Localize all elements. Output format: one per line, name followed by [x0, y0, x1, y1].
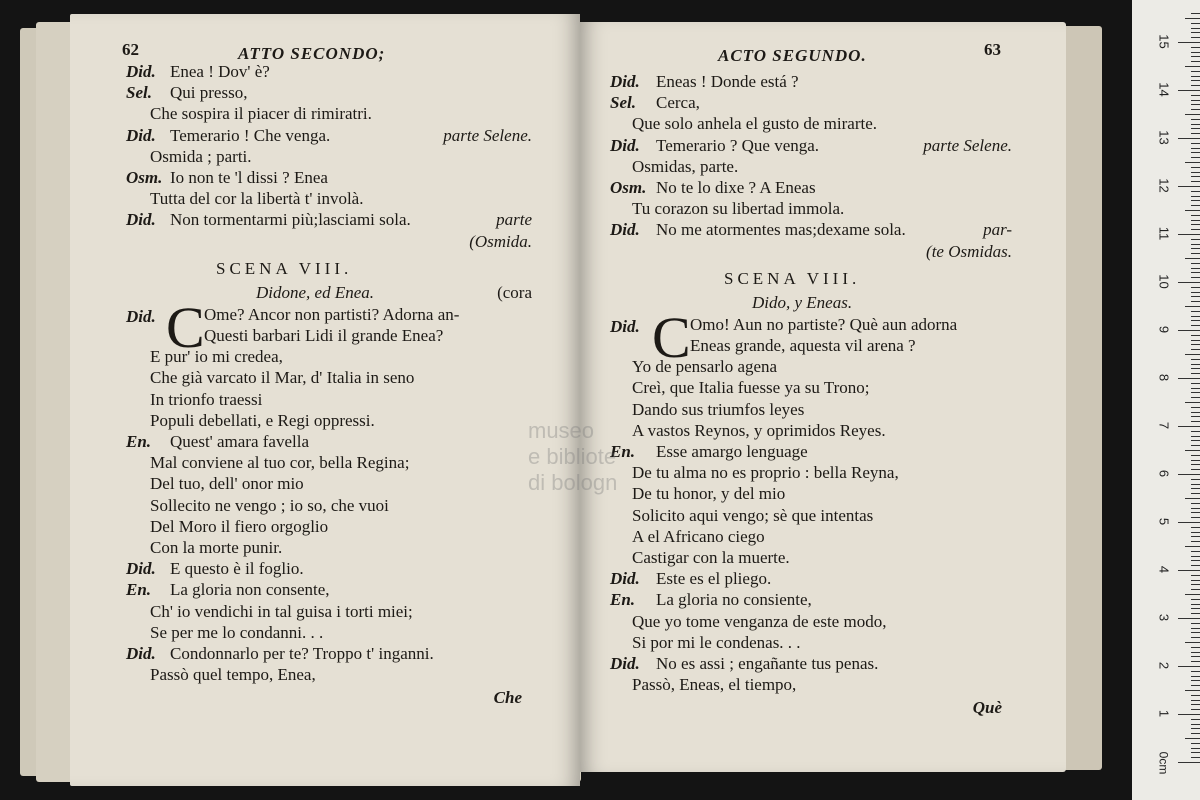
drop-cap: C	[652, 304, 691, 370]
ruler-tick	[1191, 28, 1200, 29]
speaker-label: Did.	[610, 72, 640, 91]
ruler-tick	[1191, 407, 1200, 408]
verse-line: Sollecito ne vengo ; io so, che vuoi	[150, 495, 389, 515]
verse-line: Osmida ; parti.	[150, 146, 252, 166]
ruler-tick	[1191, 104, 1200, 105]
verse-line: Eneas grande, aquesta vil arena ?	[690, 336, 916, 355]
ruler-tick	[1191, 652, 1200, 653]
verse-line: No te lo dixe ? A Eneas	[656, 178, 816, 197]
verse-line: La gloria non consente,	[170, 580, 330, 600]
verse-line: Non tormentarmi più;lasciami sola.	[170, 210, 411, 230]
ruler-tick	[1191, 349, 1200, 350]
ruler-tick	[1185, 258, 1200, 259]
verse-line: No me atormentes mas;dexame sola.	[656, 220, 906, 240]
page-number: 62	[122, 40, 139, 59]
stage-direction: parte Selene.	[443, 125, 532, 145]
ruler-tick	[1191, 551, 1200, 552]
speaker-label: Sel.	[126, 83, 152, 103]
ruler-tick	[1191, 608, 1200, 609]
running-head: ACTO SEGUNDO.	[718, 46, 867, 65]
ruler-tick	[1191, 340, 1200, 341]
page-number: 63	[984, 40, 1001, 59]
ruler-tick	[1191, 181, 1200, 182]
ruler-tick	[1191, 479, 1200, 480]
verse-line: Passò quel tempo, Enea,	[150, 665, 316, 685]
ruler-tick	[1191, 47, 1200, 48]
verse-line: Eneas ! Donde está ?	[656, 72, 799, 91]
ruler-tick	[1185, 306, 1200, 307]
ruler-tick	[1185, 642, 1200, 643]
speaker-label: En.	[126, 580, 152, 600]
ruler-tick	[1191, 71, 1200, 72]
speaker-label: Did.	[126, 62, 156, 81]
ruler-label: 3	[1156, 613, 1172, 622]
ruler-tick	[1178, 570, 1200, 571]
ruler-tick	[1191, 277, 1200, 278]
ruler-tick	[1191, 412, 1200, 413]
ruler-tick	[1191, 325, 1200, 326]
verse-line: Io non te 'l dissi ? Enea	[170, 168, 328, 187]
ruler-tick	[1191, 527, 1200, 528]
verse-line: Este es el pliego.	[656, 569, 772, 589]
ruler-tick	[1191, 316, 1200, 317]
ruler-tick	[1191, 536, 1200, 537]
ruler-label: 10	[1156, 274, 1172, 289]
ruler-tick	[1185, 162, 1200, 163]
ruler-tick	[1191, 85, 1200, 86]
ruler-tick	[1191, 128, 1200, 129]
verse-line: Ch' io vendichi in tal guisa i torti miei;	[150, 601, 413, 621]
ruler-tick	[1191, 311, 1200, 312]
verse-line: Qui presso,	[170, 83, 248, 103]
ruler-tick	[1185, 210, 1200, 211]
speaker-label: Did.	[610, 135, 640, 155]
ruler-tick	[1191, 76, 1200, 77]
ruler-unit: 0cm	[1156, 751, 1171, 775]
ruler-tick	[1191, 599, 1200, 600]
ruler-tick	[1191, 704, 1200, 705]
ruler-tick	[1191, 436, 1200, 437]
ruler-tick	[1191, 263, 1200, 264]
ruler-label: 8	[1156, 373, 1172, 382]
ruler-tick	[1191, 700, 1200, 701]
ruler-tick	[1191, 757, 1200, 758]
verse-line: Dando sus triumfos leyes	[632, 399, 805, 419]
verse-line: Mal conviene al tuo cor, bella Regina;	[150, 453, 410, 473]
verse-line: Cerca,	[656, 93, 700, 113]
verse-line: No es assi ; engañante tus penas.	[656, 654, 879, 673]
ruler-tick	[1191, 512, 1200, 513]
ruler-tick	[1191, 493, 1200, 494]
ruler-tick	[1191, 229, 1200, 230]
verse-line: Del tuo, dell' onor mio	[150, 474, 304, 494]
ruler-tick	[1191, 431, 1200, 432]
verse-line: Con la morte punir.	[150, 538, 283, 557]
verse-line: E questo è il foglio.	[170, 559, 304, 579]
ruler-tick	[1178, 522, 1200, 523]
ruler-tick	[1191, 724, 1200, 725]
ruler-label: 14	[1156, 82, 1172, 97]
ruler-tick	[1191, 748, 1200, 749]
catchword: Què	[972, 698, 1002, 718]
ruler-tick	[1191, 517, 1200, 518]
stage-direction: (cora	[497, 282, 532, 302]
ruler-tick	[1191, 484, 1200, 485]
ruler-tick	[1191, 632, 1200, 633]
ruler-tick	[1191, 335, 1200, 336]
ruler-label: 6	[1156, 469, 1172, 478]
ruler-tick	[1191, 508, 1200, 509]
watermark-line: e bibliote	[528, 444, 617, 469]
ruler-tick	[1178, 90, 1200, 91]
ruler-label: 2	[1156, 661, 1172, 670]
verse-line: Passò, Eneas, el tiempo,	[632, 675, 797, 695]
verse-line: Che sospira il piacer di rimiratri.	[150, 104, 372, 124]
ruler-tick	[1178, 186, 1200, 187]
ruler-tick	[1191, 676, 1200, 677]
ruler-tick	[1191, 109, 1200, 110]
speaker-label: Did.	[126, 210, 156, 230]
watermark-line: di bologn	[528, 470, 618, 495]
speaker-label: Did.	[610, 654, 640, 673]
ruler-tick	[1191, 460, 1200, 461]
verse-line: E pur' io mi credea,	[150, 347, 283, 367]
ruler-tick	[1185, 690, 1200, 691]
ruler-tick	[1191, 244, 1200, 245]
ruler-label: 13	[1156, 130, 1172, 145]
ruler-tick	[1191, 368, 1200, 369]
watermark	[528, 418, 617, 496]
verse-line: Castigar con la muerte.	[632, 548, 790, 567]
ruler-tick	[1191, 637, 1200, 638]
ruler-tick	[1191, 628, 1200, 629]
catchword: Che	[493, 688, 522, 708]
speaker-label: Did.	[610, 569, 640, 589]
ruler-tick	[1191, 752, 1200, 753]
stage-direction: (Osmida.	[469, 231, 532, 251]
ruler-tick	[1178, 762, 1200, 763]
ruler-tick	[1191, 383, 1200, 384]
ruler-tick	[1191, 272, 1200, 273]
verse-line: Omo! Aun no partiste? Què aun adorna	[690, 314, 958, 334]
verse-line: In trionfo traessi	[150, 389, 263, 409]
ruler-tick	[1191, 680, 1200, 681]
ruler-tick	[1185, 354, 1200, 355]
ruler-label: 12	[1156, 178, 1172, 193]
ruler-tick	[1191, 56, 1200, 57]
verse-line: Que solo anhela el gusto de mirarte.	[632, 114, 878, 134]
ruler-tick	[1191, 80, 1200, 81]
ruler-tick	[1191, 695, 1200, 696]
ruler-tick	[1191, 296, 1200, 297]
verse-line: De tu honor, y del mio	[632, 484, 786, 504]
ruler-tick	[1191, 671, 1200, 672]
speaker-label: Sel.	[610, 93, 636, 113]
ruler-tick	[1191, 215, 1200, 216]
ruler-tick	[1178, 42, 1200, 43]
watermark-line: museo	[528, 418, 595, 443]
ruler-tick	[1191, 469, 1200, 470]
ruler-tick	[1191, 359, 1200, 360]
ruler-tick	[1191, 397, 1200, 398]
ruler-tick	[1191, 239, 1200, 240]
ruler-tick	[1191, 541, 1200, 542]
ruler-label: 4	[1156, 565, 1172, 574]
ruler-tick	[1191, 647, 1200, 648]
ruler-tick	[1185, 546, 1200, 547]
ruler-tick	[1191, 143, 1200, 144]
ruler-tick	[1191, 575, 1200, 576]
ruler-tick	[1191, 613, 1200, 614]
ruler-tick	[1191, 373, 1200, 374]
verse-line: Populi debellati, e Regi oppressi.	[150, 410, 375, 430]
ruler-tick	[1191, 565, 1200, 566]
verse-line: Se per me lo condanni. . .	[150, 622, 324, 642]
verse-line: Quest' amara favella	[170, 432, 309, 451]
scene-characters: Dido, y Eneas.	[752, 292, 853, 312]
ruler-tick	[1191, 743, 1200, 744]
ruler-tick	[1191, 445, 1200, 446]
ruler-tick	[1191, 52, 1200, 53]
verse-line: Enea ! Dov' è?	[170, 62, 270, 81]
ruler-tick	[1191, 167, 1200, 168]
ruler-tick	[1191, 685, 1200, 686]
verse-line: Che già varcato il Mar, d' Italia in seno	[150, 368, 415, 388]
ruler-tick	[1191, 152, 1200, 153]
speaker-label: Osm.	[126, 168, 163, 187]
ruler-tick	[1191, 364, 1200, 365]
drop-cap: C	[166, 294, 205, 360]
ruler-tick	[1191, 157, 1200, 158]
verse-line: Creì, que Italia fuesse ya su Trono;	[632, 378, 870, 398]
verse-line: Ome? Ancor non partisti? Adorna an-	[204, 304, 460, 324]
ruler-tick	[1191, 124, 1200, 125]
ruler-tick	[1191, 709, 1200, 710]
ruler-tick	[1191, 119, 1200, 120]
ruler-tick	[1178, 378, 1200, 379]
ruler-tick	[1191, 719, 1200, 720]
ruler-tick	[1191, 292, 1200, 293]
ruler-tick	[1191, 95, 1200, 96]
verse-line: Solicito aqui vengo; sè que intentas	[632, 505, 874, 525]
ruler-tick	[1191, 560, 1200, 561]
ruler-tick	[1191, 392, 1200, 393]
speaker-label: Did.	[610, 316, 640, 336]
speaker-label: Did.	[126, 559, 156, 579]
verse-line: Esse amargo lenguage	[656, 442, 808, 461]
ruler-tick	[1191, 416, 1200, 417]
measurement-ruler	[1132, 0, 1200, 800]
verse-line: Yo de pensarlo agena	[632, 357, 778, 377]
ruler-tick	[1191, 100, 1200, 101]
verse-line: Condonnarlo per te? Troppo t' inganni.	[170, 644, 434, 663]
verse-line: Tutta del cor la libertà t' involà.	[150, 189, 364, 209]
speaker-label: Did.	[126, 644, 156, 663]
ruler-tick	[1191, 455, 1200, 456]
ruler-label: 9	[1156, 325, 1172, 334]
ruler-tick	[1178, 666, 1200, 667]
ruler-tick	[1191, 320, 1200, 321]
verse-line: Temerario ! Che venga.	[170, 125, 331, 145]
ruler-tick	[1191, 661, 1200, 662]
ruler-tick	[1191, 440, 1200, 441]
ruler-tick	[1191, 301, 1200, 302]
ruler-tick	[1185, 18, 1200, 19]
verse-line: A vastos Reynos, y oprimidos Reyes.	[632, 420, 886, 440]
speaker-label: Did.	[126, 306, 156, 326]
ruler-tick	[1178, 474, 1200, 475]
ruler-tick	[1191, 728, 1200, 729]
speaker-label: Did.	[610, 220, 640, 240]
speaker-label: Did.	[126, 125, 156, 145]
ruler-tick	[1191, 733, 1200, 734]
ruler-tick	[1191, 503, 1200, 504]
ruler-tick	[1185, 594, 1200, 595]
scene-characters: Didone, ed Enea.	[256, 282, 375, 302]
ruler-tick	[1191, 133, 1200, 134]
ruler-label: 7	[1156, 421, 1172, 430]
speaker-label: En.	[610, 590, 636, 610]
ruler-tick	[1178, 618, 1200, 619]
verse-line: Questi barbari Lidi il grande Enea?	[204, 326, 444, 345]
ruler-tick	[1178, 282, 1200, 283]
ruler-tick	[1191, 224, 1200, 225]
ruler-tick	[1185, 66, 1200, 67]
verse-line: Osmidas, parte.	[632, 156, 739, 176]
verse-line: Que yo tome venganza de este modo,	[632, 611, 887, 631]
ruler-tick	[1191, 205, 1200, 206]
ruler-tick	[1191, 148, 1200, 149]
ruler-tick	[1191, 61, 1200, 62]
speaker-label: Osm.	[610, 178, 647, 197]
ruler-tick	[1178, 234, 1200, 235]
ruler-tick	[1178, 330, 1200, 331]
ruler-tick	[1191, 220, 1200, 221]
ruler-tick	[1191, 176, 1200, 177]
ruler-tick	[1185, 738, 1200, 739]
verse-line: De tu alma no es proprio : bella Reyna,	[632, 463, 899, 483]
ruler-label: 5	[1156, 517, 1172, 526]
ruler-label: 1	[1156, 709, 1172, 718]
ruler-tick	[1191, 388, 1200, 389]
ruler-label: 15	[1156, 34, 1172, 49]
ruler-tick	[1191, 37, 1200, 38]
ruler-tick	[1191, 532, 1200, 533]
ruler-tick	[1191, 191, 1200, 192]
ruler-tick	[1191, 344, 1200, 345]
stage-direction: par-	[983, 220, 1012, 240]
ruler-tick	[1185, 498, 1200, 499]
ruler-tick	[1191, 200, 1200, 201]
ruler-tick	[1191, 488, 1200, 489]
ruler-tick	[1178, 138, 1200, 139]
ruler-tick	[1191, 421, 1200, 422]
speaker-label: En.	[126, 432, 152, 451]
ruler-tick	[1178, 714, 1200, 715]
left-page	[70, 14, 580, 786]
ruler-tick	[1191, 248, 1200, 249]
ruler-tick	[1191, 268, 1200, 269]
ruler-tick	[1191, 287, 1200, 288]
ruler-tick	[1191, 656, 1200, 657]
verse-line: Del Moro il fiero orgoglio	[150, 516, 329, 536]
ruler-tick	[1191, 623, 1200, 624]
speaker-label: En.	[610, 442, 636, 461]
ruler-tick	[1191, 580, 1200, 581]
verse-line: La gloria no consiente,	[656, 590, 812, 610]
right-page	[580, 22, 1066, 772]
scene-title: SCENA VIII.	[216, 258, 353, 278]
ruler-tick	[1191, 556, 1200, 557]
ruler-tick	[1191, 253, 1200, 254]
ruler-tick	[1191, 13, 1200, 14]
verse-line: A el Africano ciego	[632, 526, 765, 546]
stage-direction: (te Osmidas.	[926, 241, 1012, 261]
verse-line: Temerario ? Que venga.	[656, 135, 820, 155]
ruler-label: 11	[1156, 226, 1172, 241]
stage-direction: parte Selene.	[923, 135, 1012, 155]
verse-line: Tu corazon su libertad immola.	[632, 199, 845, 219]
stage-direction: parte	[496, 210, 532, 230]
ruler-tick	[1191, 464, 1200, 465]
ruler-tick	[1191, 172, 1200, 173]
verse-line: Si por mi le condenas. . .	[632, 632, 801, 652]
scene-title: SCENA VIII.	[724, 268, 861, 288]
ruler-tick	[1185, 450, 1200, 451]
ruler-tick	[1191, 584, 1200, 585]
ruler-tick	[1185, 114, 1200, 115]
ruler-tick	[1185, 402, 1200, 403]
ruler-tick	[1178, 426, 1200, 427]
ruler-tick	[1191, 32, 1200, 33]
running-head: ATTO SECONDO;	[238, 44, 386, 63]
ruler-tick	[1191, 23, 1200, 24]
ruler-tick	[1191, 604, 1200, 605]
ruler-tick	[1191, 196, 1200, 197]
ruler-tick	[1191, 589, 1200, 590]
